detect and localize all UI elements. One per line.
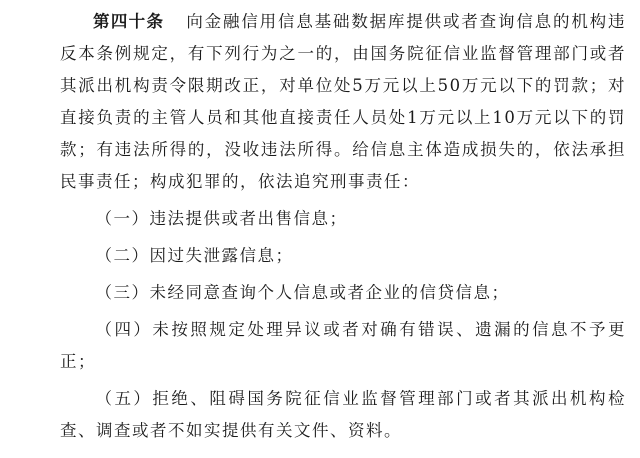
list-item-5: （五）拒绝、阻碍国务院征信业监督管理部门或者其派出机构检查、调查或者不如实提供有关文件、资料。 (60, 389, 626, 440)
article-paragraph (60, 6, 626, 198)
list-item-3: （三）未经同意查询个人信息或者企业的信贷信息； (95, 283, 510, 302)
article-body-text: 向金融信用信息基础数据库提供或者查询信息的机构违反本条例规定，有下列行为之一的，由国务院征信业监督管理部门或者其派出机构责令限期改正，对单位处5万元以上50万元以下的罚款；对直接负责的主管人员和其他直接责任人员处1万元以上10万元以下的罚款；有违法所得的，没收违法所得。给信息主体造成损失的，依法承担民事责任；构成犯罪的，依法追究刑事责任： (60, 12, 627, 191)
document-body (60, 6, 626, 447)
list-item-2: （二）因过失泄露信息； (95, 246, 294, 265)
article-number: 第四十条 (93, 12, 165, 31)
list-item-4: （四）未按照规定处理异议或者对确有错误、遗漏的信息不予更正； (60, 320, 626, 371)
list-item-1: （一）违法提供或者出售信息； (95, 209, 348, 228)
